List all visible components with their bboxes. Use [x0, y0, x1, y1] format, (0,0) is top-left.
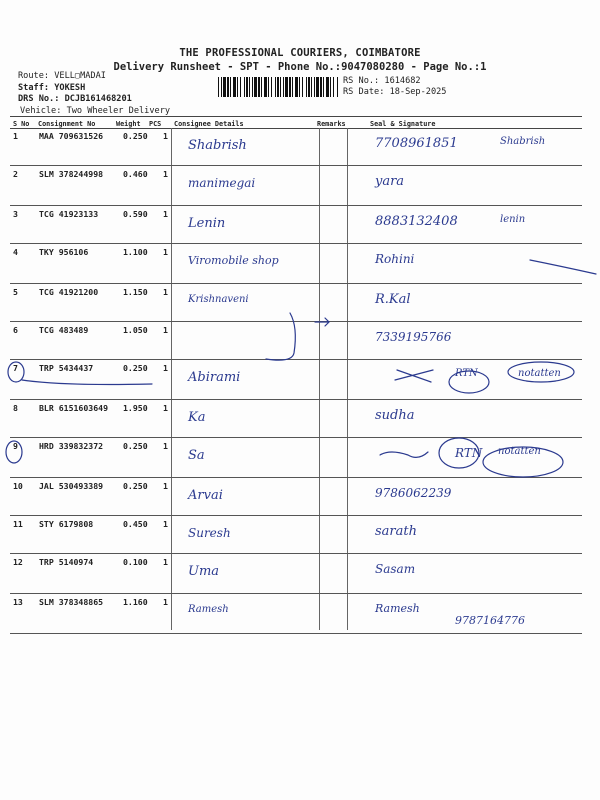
- barcode-bar: [320, 77, 322, 97]
- barcode-bar: [311, 77, 312, 97]
- barcode-bar: [237, 77, 238, 97]
- sno-cell: 1: [13, 131, 18, 141]
- barcode-bar: [264, 77, 267, 97]
- consignee-signature: Ramesh: [188, 604, 229, 615]
- barcode-bar: [283, 77, 284, 97]
- weight-cell: 0.590: [123, 209, 148, 219]
- barcode-bar: [275, 77, 276, 97]
- barcode-image: [218, 77, 338, 97]
- consignment-number: BLR 6151603649: [39, 403, 109, 413]
- pcs-cell: 1: [163, 131, 168, 141]
- pcs-cell: 1: [163, 557, 168, 567]
- table-row: [10, 360, 582, 400]
- receiver-signature: Rohini: [375, 252, 415, 266]
- consignment-number: SLM 378244998: [39, 169, 104, 179]
- weight-cell: 1.100: [123, 247, 148, 257]
- consignee-signature: Krishnaveni: [188, 294, 249, 305]
- weight-cell: 1.050: [123, 325, 148, 335]
- table-row: [10, 244, 582, 284]
- pcs-cell: 1: [163, 363, 168, 373]
- barcode-bar: [254, 77, 257, 97]
- barcode-bar: [333, 77, 334, 97]
- receiver-signature: RTN: [455, 446, 483, 460]
- barcode-bar: [261, 77, 262, 97]
- consignment-number: TCG 483489: [39, 325, 89, 335]
- weight-cell: 1.160: [123, 597, 148, 607]
- barcode-bar: [268, 77, 269, 97]
- col-sno-header: S No: [13, 120, 30, 128]
- consignee-signature: Uma: [188, 564, 220, 579]
- weight-cell: 0.450: [123, 519, 148, 529]
- rs-number: RS No.: 1614682: [343, 76, 421, 86]
- weight-cell: 1.950: [123, 403, 148, 413]
- table-row: [10, 128, 582, 166]
- pcs-cell: 1: [163, 519, 168, 529]
- rs-date: RS Date: 18-Sep-2025: [343, 87, 447, 97]
- table-row: [10, 322, 582, 360]
- receiver-signature: 7339195766: [375, 330, 452, 344]
- sno-cell: 11: [13, 519, 23, 529]
- receiver-signature: sudha: [375, 408, 415, 423]
- consignee-signature: Sa: [188, 448, 205, 463]
- pcs-cell: 1: [163, 325, 168, 335]
- pcs-cell: 1: [163, 441, 168, 451]
- col-seal-header: Seal & Signature: [370, 120, 436, 128]
- weight-cell: 0.250: [123, 363, 148, 373]
- barcode-bar: [240, 77, 241, 97]
- weight-cell: 0.100: [123, 557, 148, 567]
- barcode-bar: [323, 77, 324, 97]
- staff-label: Staff: YOKESH: [18, 82, 86, 93]
- table-row: [10, 594, 582, 634]
- consignment-number: STY 6179808: [39, 519, 94, 529]
- barcode-bar: [285, 77, 288, 97]
- barcode-bar: [330, 77, 331, 97]
- receiver-signature: 7708961851: [375, 136, 458, 151]
- weight-cell: 1.150: [123, 287, 148, 297]
- col-consignee-header: Consignee Details: [174, 120, 244, 128]
- barcode-bar: [314, 77, 315, 97]
- barcode-bar: [295, 77, 298, 97]
- weight-cell: 0.460: [123, 169, 148, 179]
- receiver-signature: 9786062239: [375, 486, 452, 500]
- consignee-signature: Viromobile shop: [188, 254, 279, 267]
- barcode-bar: [308, 77, 310, 97]
- signature-note: notatten: [498, 446, 541, 457]
- sno-cell: 8: [13, 403, 18, 413]
- barcode-bar: [302, 77, 303, 97]
- pcs-cell: 1: [163, 287, 168, 297]
- col-weight-header: Weight: [116, 120, 141, 128]
- receiver-signature: sarath: [375, 524, 417, 539]
- consignee-signature: Shabrish: [188, 138, 247, 153]
- weight-cell: 0.250: [123, 131, 148, 141]
- pcs-cell: 1: [163, 209, 168, 219]
- consignment-number: TRP 5140974: [39, 557, 94, 567]
- barcode-bar: [223, 77, 226, 97]
- barcode-bar: [221, 77, 222, 97]
- table-row: [10, 206, 582, 244]
- barcode-bar: [277, 77, 279, 97]
- signature-note: 9787164776: [455, 614, 525, 627]
- barcode-bar: [230, 77, 231, 97]
- sno-cell: 5: [13, 287, 18, 297]
- consignee-signature: Lenin: [188, 216, 226, 231]
- barcode-bar: [249, 77, 250, 97]
- sno-cell: 7: [13, 363, 18, 373]
- sno-cell: 4: [13, 247, 18, 257]
- table-row: [10, 284, 582, 322]
- drs-label: DRS No.: DCJB161468201: [18, 94, 132, 104]
- table-row: [10, 478, 582, 516]
- barcode-bar: [289, 77, 291, 97]
- barcode-bar: [326, 77, 329, 97]
- vehicle-label: Vehicle: Two Wheeler Delivery: [20, 105, 171, 116]
- pcs-cell: 1: [163, 169, 168, 179]
- consignment-number: HRD 339832372: [39, 441, 104, 451]
- barcode-bar: [316, 77, 319, 97]
- sno-cell: 2: [13, 169, 18, 179]
- barcode-bar: [244, 77, 245, 97]
- receiver-signature: R.Kal: [375, 292, 411, 307]
- sno-cell: 10: [13, 481, 23, 491]
- consignee-signature: Abirami: [188, 370, 241, 385]
- sno-cell: 6: [13, 325, 18, 335]
- barcode-bar: [258, 77, 260, 97]
- consignee-signature: manimegai: [188, 176, 256, 190]
- sno-cell: 13: [13, 597, 23, 607]
- barcode-bar: [292, 77, 293, 97]
- sno-cell: 3: [13, 209, 18, 219]
- barcode-bar: [227, 77, 229, 97]
- signature-note: lenin: [500, 214, 526, 225]
- signature-note: Shabrish: [500, 136, 546, 147]
- row-divider: [10, 633, 582, 634]
- consignment-number: SLM 378348865: [39, 597, 104, 607]
- table-row: [10, 166, 582, 206]
- col-consignment-header: Consignment No: [38, 120, 96, 128]
- consignee-signature: Ka: [188, 410, 206, 425]
- signature-note: notatten: [518, 368, 561, 379]
- runsheet-subtitle: Delivery Runsheet - SPT - Phone No.:9047080280 - Page No.:1: [113, 61, 487, 73]
- barcode-bar: [233, 77, 236, 97]
- barcode-bar: [271, 77, 272, 97]
- sno-cell: 9: [13, 441, 18, 451]
- sno-cell: 12: [13, 557, 23, 567]
- company-title: THE PROFESSIONAL COURIERS, COIMBATORE: [179, 47, 421, 59]
- barcode-bar: [306, 77, 307, 97]
- receiver-signature: Ramesh: [375, 602, 420, 615]
- table-row: [10, 554, 582, 594]
- table-row: [10, 400, 582, 438]
- route-label: Route: VELL▢MADAI: [18, 71, 106, 81]
- consignee-signature: Arvai: [188, 488, 223, 503]
- barcode-bar: [246, 77, 248, 97]
- consignment-number: TCG 41921200: [39, 287, 99, 297]
- col-pcs-header: PCS: [149, 120, 162, 128]
- weight-cell: 0.250: [123, 441, 148, 451]
- consignment-number: TRP 5434437: [39, 363, 94, 373]
- receiver-signature: 8883132408: [375, 214, 458, 229]
- consignment-number: MAA 709631526: [39, 131, 104, 141]
- pcs-cell: 1: [163, 597, 168, 607]
- rs-meta: [343, 76, 446, 98]
- col-remarks-header: Remarks: [317, 120, 346, 128]
- receiver-signature: Sasam: [375, 562, 416, 576]
- barcode-bar: [299, 77, 300, 97]
- barcode-bar: [252, 77, 253, 97]
- receiver-signature: yara: [375, 174, 405, 189]
- pcs-cell: 1: [163, 481, 168, 491]
- barcode-bar: [337, 77, 338, 97]
- pcs-cell: 1: [163, 403, 168, 413]
- header-divider: [10, 116, 582, 117]
- pcs-cell: 1: [163, 247, 168, 257]
- barcode-bar: [280, 77, 281, 97]
- consignee-signature: Suresh: [188, 526, 231, 540]
- runsheet-meta: [18, 71, 170, 117]
- receiver-signature: RTN: [455, 368, 478, 379]
- barcode-bar: [218, 77, 219, 97]
- consignment-number: TKY 956106: [39, 247, 89, 257]
- table-row: [10, 438, 582, 478]
- weight-cell: 0.250: [123, 481, 148, 491]
- consignment-number: TCG 41923133: [39, 209, 99, 219]
- table-row: [10, 516, 582, 554]
- consignment-number: JAL 530493389: [39, 481, 104, 491]
